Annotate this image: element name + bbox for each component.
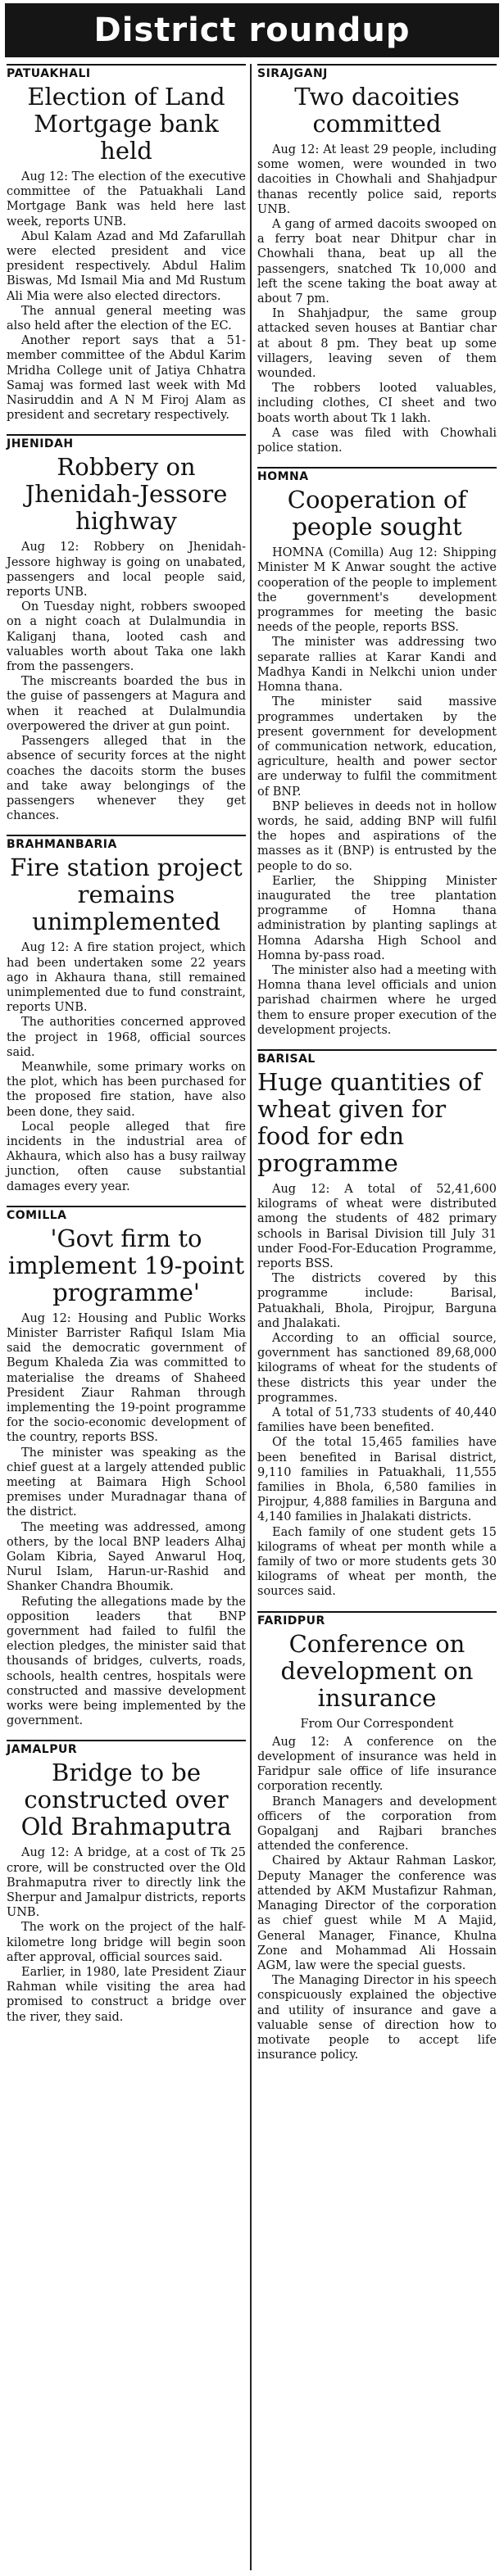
dateline: HOMNA xyxy=(257,470,309,484)
page-title: District roundup xyxy=(93,11,411,49)
dateline: JHENIDAH xyxy=(7,437,74,451)
paragraph: The minister was addressing two separate rallies at Karar Kandi and Madhya Kandi in Nelkchi union under Homna thana. xyxy=(257,636,497,695)
paragraph: Aug 12: A fire station project, which had been undertaken some 22 years ago in Akhaura thana, still remained unimplemented due to fund constraint, reports UNB. xyxy=(7,941,246,1015)
paragraph: Earlier, the Shipping Minister inaugurated the tree plantation programme of Homna thana administration by planting saplings at Homna Adarsha High School and Homna by-pass road. xyxy=(257,874,497,962)
paragraph: Passengers alleged that in the absence of security forces at the night coaches the dacoits storm the buses and take away belongings of the passengers whenever they get chances. xyxy=(7,735,246,823)
dateline: BRAHMANBARIA xyxy=(7,838,117,852)
paragraph: The annual general meeting was also held after the election of the EC. xyxy=(7,304,246,333)
paragraph: The work on the project of the half-kilometre long bridge will begin soon after approval, official sources said. xyxy=(7,1921,246,1964)
paragraph: The miscreants boarded the bus in the guise of passengers at Magura and when it reached at Dulalmundia overpowered the driver at gun point. xyxy=(7,675,246,733)
paragraph: BNP believes in deeds not in hollow words, he said, adding BNP will fulfil the hopes and aspirations of the masses as it (BNP) is entrusted by the people to do so. xyxy=(257,799,497,873)
paragraph: Aug 12: Robbery on Jhenidah-Jessore highway is going on unabated, passengers and local people said, reports UNB. xyxy=(7,541,246,600)
headline: Robbery on Jhenidah-Jessore highway xyxy=(25,453,228,536)
paragraph: The minister was speaking as the chief guest at a largely attended public meeting at Baimara High School premises under Muradnagar thana of the district. xyxy=(7,1446,246,1519)
headline: Two dacoities committed xyxy=(294,83,460,138)
paragraph: A total of 51,733 students of 40,440 families have been benefited. xyxy=(257,1406,497,1435)
right-column xyxy=(257,64,497,2074)
story-brahmanbaria xyxy=(7,835,246,1193)
dateline: PATUAKHALI xyxy=(7,67,91,80)
headline: Election of Land Mortgage bank held xyxy=(27,83,225,165)
dateline: SIRAJGANJ xyxy=(257,67,328,80)
paragraph: The robbers looted valuables, including clothes, CI sheet and two boats worth about Tk 1 lakh. xyxy=(257,382,497,425)
dateline: JAMALPUR xyxy=(7,1743,78,1757)
paragraph: The Managing Director in his speech conspicuously explained the objective and utility of insurance and gave a valuable sense of direction how to motivate people to accept life insurance policy. xyxy=(257,1974,497,2062)
page-banner xyxy=(5,3,499,57)
headline: Conference on development on insurance xyxy=(280,1629,474,1712)
headline: 'Govt firm to implement 19-point programme' xyxy=(7,1224,245,1306)
story-patuakhali xyxy=(7,64,246,423)
byline: From Our Correspondent xyxy=(300,1717,454,1731)
headline: Fire station project remains unimplemented xyxy=(10,853,243,936)
story-jhenidah xyxy=(7,434,246,823)
story-jamalpur xyxy=(7,1740,246,2024)
paragraph: Earlier, in 1980, late President Ziaur Rahman while visiting the area had promised to construct a bridge over the river, they said. xyxy=(7,1966,246,2024)
paragraph: Meanwhile, some primary works on the plot, which has been purchased for the proposed fire station, have also been done, they said. xyxy=(7,1060,246,1119)
paragraph: Another report says that a 51-member committee of the Abdul Karim Mridha College unit of Jatiya Chhatra Samaj was formed last week with Md Nasiruddin and A N M Firoj Alam as president and secretary respectively. xyxy=(7,334,246,423)
dateline: BARISAL xyxy=(257,1052,316,1066)
paragraph: Local people alleged that fire incidents in the industrial area of Akhaura, which also has a busy railway junction, often cause substantial damages every year. xyxy=(7,1120,246,1193)
paragraph: Aug 12: The election of the executive committee of the Patuakhali Land Mortgage Bank was held here last week, reports UNB. xyxy=(7,170,247,229)
paragraph: The minister said massive programmes undertaken by the present government for development of communication network, education, agriculture, health and power sector are underway to fulfil the commitment of BNP. xyxy=(257,695,497,799)
paragraph: Branch Managers and development officers of the corporation from Gopalganj and Rajbari branches attended the conference. xyxy=(257,1795,497,1854)
headline: Bridge to be constructed over Old Brahmaputra xyxy=(20,1759,232,1841)
paragraph: Refuting the allegations made by the opposition leaders that BNP government had failed to fulfil the election pledges, the minister said that thousands of bridges, culverts, roads, schools, health centres, hospitals were constructed and massive development works were being implemented by the government. xyxy=(7,1595,246,1728)
dateline: FARIDPUR xyxy=(257,1614,325,1628)
paragraph: According to an official source, government has sanctioned 89,68,000 kilograms of wheat for the students of these districts this year under the programmes. xyxy=(257,1332,497,1405)
story-sirajganj xyxy=(257,64,497,455)
paragraph: Aug 12: Housing and Public Works Minister Barrister Rafiqul Islam Mia said the democratic government of Begum Khaleda Zia was committed to materialise the dreams of Shaheed President Ziaur Rahman through implementing the 19-point programme for the socio-economic development of the country, reports BSS. xyxy=(7,1311,246,1445)
paragraph: On Tuesday night, robbers swooped on a night coach at Dulalmundia in Kaliganj thana, looted cash and valuables worth about Taka one lakh from the passengers. xyxy=(7,600,246,674)
paragraph: HOMNA (Comilla) Aug 12: Shipping Minister M K Anwar sought the active cooperation of the people to implement the government's development programmes for meeting the basic needs of the people, reports BSS. xyxy=(257,546,497,635)
paragraph: Aug 12: A total of 52,41,600 kilograms of wheat were distributed among the students of 482 primary schools in Barisal Division till July 31 under Food-For-Education Programme, reports BSS. xyxy=(257,1182,497,1270)
headline: Huge quantities of wheat given for food for edn programme xyxy=(257,1067,482,1177)
story-faridpur xyxy=(257,1611,497,2063)
paragraph: Chaired by Aktaur Rahman Laskor, Deputy Manager the conference was attended by AKM Mustafizur Rahman, Managing Director of the corporation as chief guest while M A Majid, General Manager, Finance, Khulna Zone and Mohammad Ali Hossain AGM, law were the special guests. xyxy=(257,1854,497,1972)
headline: Cooperation of people sought xyxy=(287,486,467,541)
paragraph: The meeting was addressed, among others, by the local BNP leaders Alhaj Golam Kibria, Sayed Anwarul Hoq, Nurul Islam, Harun-ur-Rashid and Shanker Chandra Bhoumik. xyxy=(7,1520,246,1594)
paragraph: A gang of armed dacoits swooped on a ferry boat near Dhitpur char in Chowhali thana, beat up all the passengers, snatched Tk 10,000 and left the scene taking the boat away at about 7 pm. xyxy=(257,218,497,306)
paragraph: In Shahjadpur, the same group attacked seven houses at Bantiar char at about 8 pm. They beat up some villagers, leaving seven of them wounded. xyxy=(257,307,497,381)
paragraph: Each family of one student gets 15 kilograms of wheat per month while a family of two or more students gets 30 kilograms of wheat per month, the sources said. xyxy=(257,1525,497,1599)
paragraph: Aug 12: At least 29 people, including some women, were wounded in two dacoities in Chowhali and Shahjadpur thanas recently police said, reports UNB. xyxy=(257,143,497,216)
paragraph: Of the total 15,465 families have been benefited in Barisal district, 9,110 families in Patuakhali, 11,555 families in Bhola, 6,580 families in Pirojpur, 4,888 families in Barguna and 4,140 families in Jhalakati districts. xyxy=(257,1436,497,1524)
column-divider xyxy=(250,64,252,2570)
paragraph: Aug 12: A bridge, at a cost of Tk 25 crore, will be constructed over the Old Brahmaputra river to directly link the Sherpur and Jamalpur districts, reports UNB. xyxy=(7,1846,246,1920)
left-column xyxy=(7,64,246,2036)
paragraph: The minister also had a meeting with Homna thana level officials and union parishad chairmen where he urged them to ensure proper execution of the development projects. xyxy=(257,963,497,1037)
paragraph: A case was filed with Chowhali police station. xyxy=(257,426,497,455)
dateline: COMILLA xyxy=(7,1208,67,1222)
paragraph: Aug 12: A conference on the development of insurance was held in Faridpur sale office of life insurance corporation recently. xyxy=(257,1735,497,1794)
story-barisal xyxy=(257,1049,497,1600)
paragraph: The authorities concerned approved the project in 1968, official sources said. xyxy=(7,1016,246,1059)
paragraph: The districts covered by this programme include: Barisal, Patuakhali, Bhola, Pirojpur, Barguna and Jhalakati. xyxy=(257,1272,497,1330)
paragraph: Abul Kalam Azad and Md Zafarullah were elected president and vice president respectively. Abdul Halim Biswas, Md Ismail Mia and Md Rustum Ali Mia were also elected directors. xyxy=(7,229,246,303)
story-comilla xyxy=(7,1206,246,1729)
story-homna xyxy=(257,467,497,1038)
